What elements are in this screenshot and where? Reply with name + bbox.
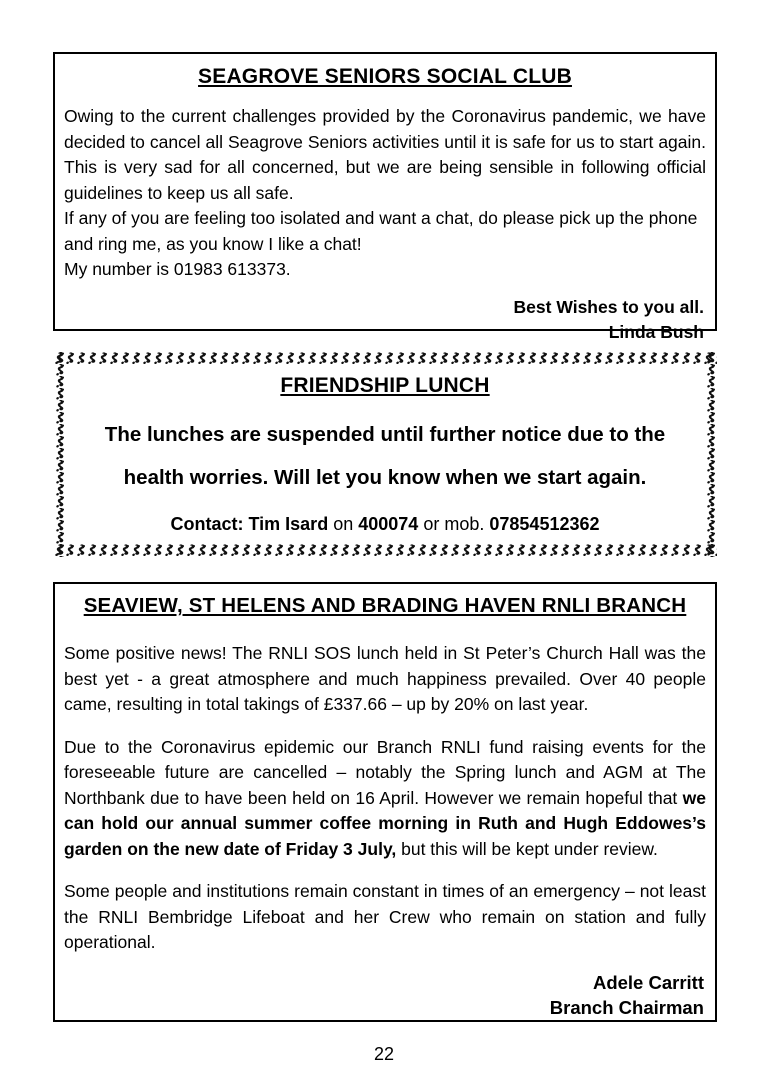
seagrove-paragraph-3: My number is 01983 613373. — [64, 259, 291, 279]
rnli-paragraph-2 — [64, 735, 706, 863]
contact-or-word: or mob. — [423, 514, 485, 534]
page-number: 22 — [373, 1044, 395, 1064]
seagrove-paragraph-1: Owing to the current challenges provided by the Coronavirus pandemic, we have decided to cancel all Seagrove Seniors activities until it is safe for us to start again. This is very sad for all concerned, but we are being sensible in following official guidelines to keep us all safe. — [64, 106, 706, 203]
seahorse-ornament-border-bottom-icon — [53, 544, 717, 557]
rnli-paragraph-1: Some positive news! The RNLI SOS lunch held in St Peter’s Church Hall was the best yet - a great atmosphere and much happiness prevailed. Over 40 people came, resulting in total takings of £337.66 – up by 20% on last year. — [64, 643, 706, 714]
friendship-lead-text: The lunches are suspended until further notice due to the health worries. Will let you know when we start again. — [104, 423, 666, 489]
seahorse-ornament-border-left-icon — [53, 352, 66, 557]
contact-phone: 400074 — [358, 514, 419, 534]
seahorse-ornament-border-top-icon — [53, 352, 717, 365]
rnli-branch-notice — [53, 582, 717, 1022]
rnli-signature-role: Branch Chairman — [549, 997, 704, 1018]
contact-on-word: on — [333, 514, 354, 534]
contact-label: Contact: — [170, 514, 244, 534]
seagrove-signature: Linda Bush — [608, 322, 704, 342]
rnli-heading: SEAVIEW, ST HELENS AND BRADING HAVEN RNLI BRANCH — [83, 594, 687, 617]
seagrove-paragraph-2: If any of you are feeling too isolated and want a chat, do please pick up the phone and ring me, as you know I like a chat! — [64, 208, 698, 254]
contact-mobile: 07854512362 — [489, 514, 600, 534]
contact-name: Tim Isard — [248, 514, 329, 534]
rnli-paragraph-2-part-1: Due to the Coronavirus epidemic our Branch RNLI fund raising events for the foreseeable future are cancelled – notably the Spring lunch and AGM at The Northbank due to have been held on 16 April. However we remain hopeful that — [64, 736, 706, 808]
seahorse-ornament-border-right-icon — [704, 352, 717, 557]
rnli-paragraph-2-emphasis: we can hold our annual summer coffee morning in Ruth and Hugh Eddowes’s garden on the new date of Friday 3 July, — [64, 787, 706, 859]
seagrove-signoff: Best Wishes to you all. — [513, 296, 704, 317]
rnli-signature-name: Adele Carritt — [592, 971, 704, 993]
seagrove-heading: SEAGROVE SENIORS SOCIAL CLUB — [198, 65, 572, 88]
friendship-lunch-content — [67, 366, 703, 543]
seagrove-seniors-notice — [53, 52, 717, 342]
friendship-contact-line — [67, 511, 703, 537]
rnli-paragraph-2-part-2: but this will be kept under review. — [396, 838, 658, 859]
friendship-heading: FRIENDSHIP LUNCH — [280, 374, 490, 397]
rnli-paragraph-3: Some people and institutions remain constant in times of an emergency – not least the RNLI Bembridge Lifeboat and her Crew who remain on station and fully operational. — [64, 881, 706, 952]
friendship-lunch-notice — [53, 352, 717, 557]
